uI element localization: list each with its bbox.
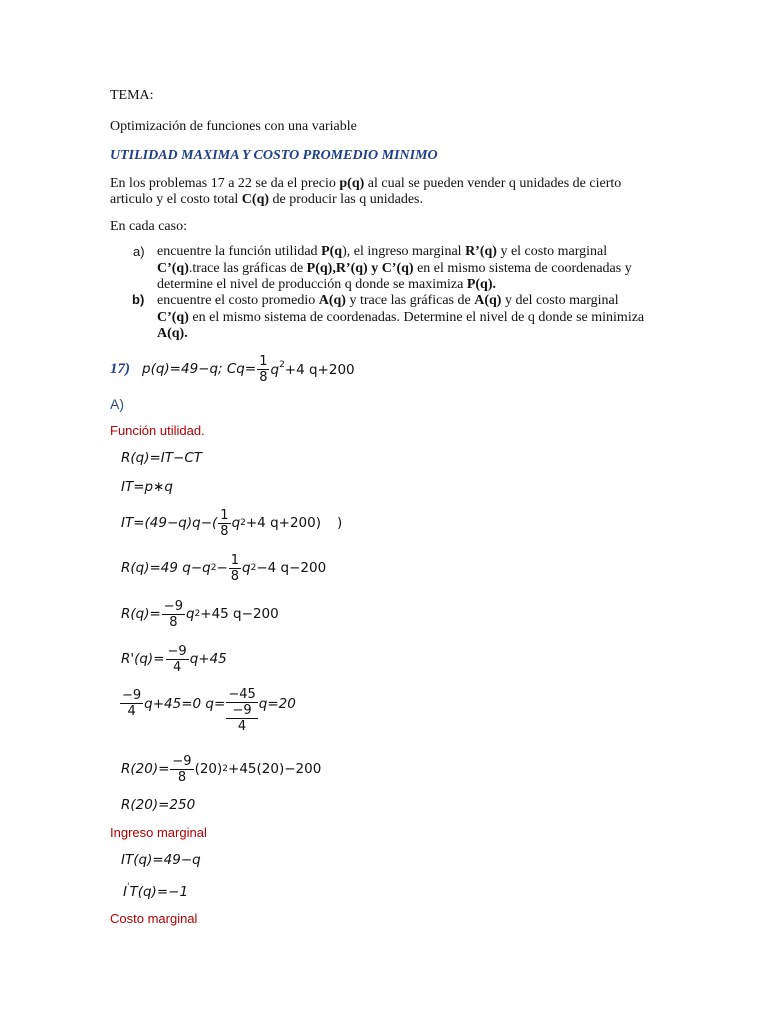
equation-9: R(20)=250 xyxy=(121,797,196,813)
section-ingreso-marginal: Ingreso marginal xyxy=(110,825,207,840)
part-a-label: A) xyxy=(110,396,124,412)
problem-fraction: $\frac{1}{8}$ xyxy=(259,353,268,385)
list-item-b-line-2: C’(q) en el mismo sistema de coordenadas. Determine el nivel de q donde se minimiza xyxy=(157,310,645,325)
equation-6: R'(q)= $\frac{-9}{4}$ q+45 xyxy=(121,643,227,675)
equation-8: R(20)= $\frac{-9}{8}$ (20) 2 +45(20)−200 xyxy=(121,753,322,785)
intro-line-1: En los problemas 17 a 22 se da el precio p(q) al cual se pueden vender q unidades de cierto xyxy=(110,176,622,191)
problem-price-cost: p(q)=49−q; Cq= xyxy=(142,361,257,377)
problem-number: 17) xyxy=(110,360,130,377)
list-item-a-line-3: determine el nivel de producción q donde se maximiza P(q). xyxy=(157,277,497,292)
equation-7: $\frac{-9}{4}$ q+45=0 q= −45 −9 4 q=20 xyxy=(122,687,296,734)
en-cada-caso: En cada caso: xyxy=(110,219,187,234)
problem-17: 17) p(q)=49−q; Cq= $\frac{1}{8}$ $q^2+4$ q+200 xyxy=(110,353,355,385)
intro-line-2: articulo y el costo total C(q) de producir las q unidades. xyxy=(110,192,423,207)
list-item-a-line-1: encuentre la función utilidad P(q), el ingreso marginal R’(q) y el costo marginal xyxy=(157,244,608,259)
equation-3: IT=(49−q)q−( $\frac{1}{8}$ q 2 +4 q+200) ) xyxy=(121,507,343,539)
equation-2: IT=p∗q xyxy=(121,479,173,495)
section-heading: UTILIDAD MAXIMA Y COSTO PROMEDIO MINIMO xyxy=(110,148,438,163)
list-item-b-line-3: A(q). xyxy=(157,326,188,341)
equation-10: IT(q)=49−q xyxy=(121,852,201,868)
equation-5: R(q)= $\frac{-9}{8}$ q 2 +45 q−200 xyxy=(121,598,279,630)
section-costo-marginal: Costo marginal xyxy=(110,911,198,926)
list-item-a-line-2: C’(q).trace las gráficas de P(q),R’(q) y C’(q) en el mismo sistema de coordenadas y xyxy=(157,261,632,276)
equation-11: I'T(q)=−1 xyxy=(123,882,189,900)
list-item-label-a: a) xyxy=(133,244,145,259)
equation-4: R(q)=49 q−q 2 − $\frac{1}{8}$ q 2 −4 q−200 xyxy=(121,552,327,584)
list-item-label-b: b) xyxy=(132,292,145,307)
tema-label: TEMA: xyxy=(110,88,154,103)
equation-1: R(q)=IT−CT xyxy=(121,450,203,466)
section-funcion-utilidad: Función utilidad. xyxy=(110,423,205,438)
list-item-b-line-1: encuentre el costo promedio A(q) y trace las gráficas de A(q) y del costo marginal xyxy=(157,293,619,308)
subtitle: Optimización de funciones con una variable xyxy=(110,119,357,134)
